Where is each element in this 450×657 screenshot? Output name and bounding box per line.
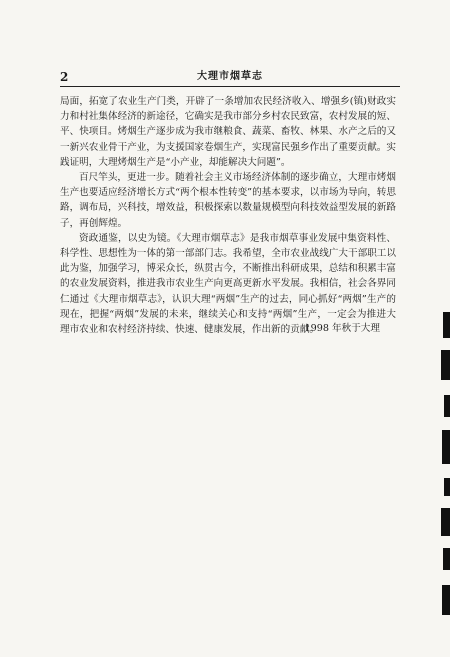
running-title: 大理市烟草志 [197, 71, 263, 82]
scan-edge-mark [441, 508, 450, 536]
scan-edge-mark [443, 312, 450, 338]
signature-date: 1998 年秋于大理 [304, 323, 380, 334]
scan-edge-mark [441, 350, 450, 380]
scan-edge-mark [442, 430, 450, 464]
page-number: 2 [60, 70, 69, 84]
scan-edge-mark [443, 548, 450, 570]
paragraph-future-development: 百尺竿头，更进一步。随着社会主义市场经济体制的逐步确立，大理市烤烟生产也要适应经济增长方式“两个根本性转变”的基本要求，以市场为导向，转思路，调布局，兴科技，增效益，积极探索以数量规模型向科技效益型发展的新路子，再创辉煌。 [60, 172, 396, 229]
body-text [60, 94, 396, 337]
page-header [60, 70, 400, 87]
paragraph-history-as-mirror: 资政通鉴，以史为镜。《大理市烟草志》是我市烟草事业发展中集资料性、科学性、思想性为一体的第一部部门志。我希望，全市农业战线广大干部职工以此为鉴，加强学习，博采众长，纵贯古今，不断推出科研成果，总结和积累丰富的农业发展资料，推进我市农业生产向更高更新水平发展。我相信，社会各界同仁通过《大理市烟草志》，认识大理“两烟”生产的过去，同心抓好“两烟”生产的现在，把握“两烟”发展的未来，继续关心和支持“两烟”生产，一定会为推进大理市农业和农村经济持续、快速、健康发展，作出新的贡献。 [60, 232, 396, 336]
scan-edge-mark [444, 395, 450, 417]
paragraph-continuation: 局面，拓宽了农业生产门类，开辟了一条增加农民经济收入、增强乡(镇)财政实力和村社集体经济的新途径，它确实是我市部分乡村农民致富，农村发展的短、平、快项目。烤烟生产逐步成为我市继粮食、蔬菜、畜牧、林果、水产之后的又一新兴农业骨干产业，为支援国家卷烟生产，实现富民强乡作出了重要贡献。实践证明，大理烤烟生产是“小产业，却能解决大问题”。 [60, 96, 396, 168]
scan-edge-mark [442, 585, 450, 615]
scan-edge-mark [444, 478, 450, 496]
